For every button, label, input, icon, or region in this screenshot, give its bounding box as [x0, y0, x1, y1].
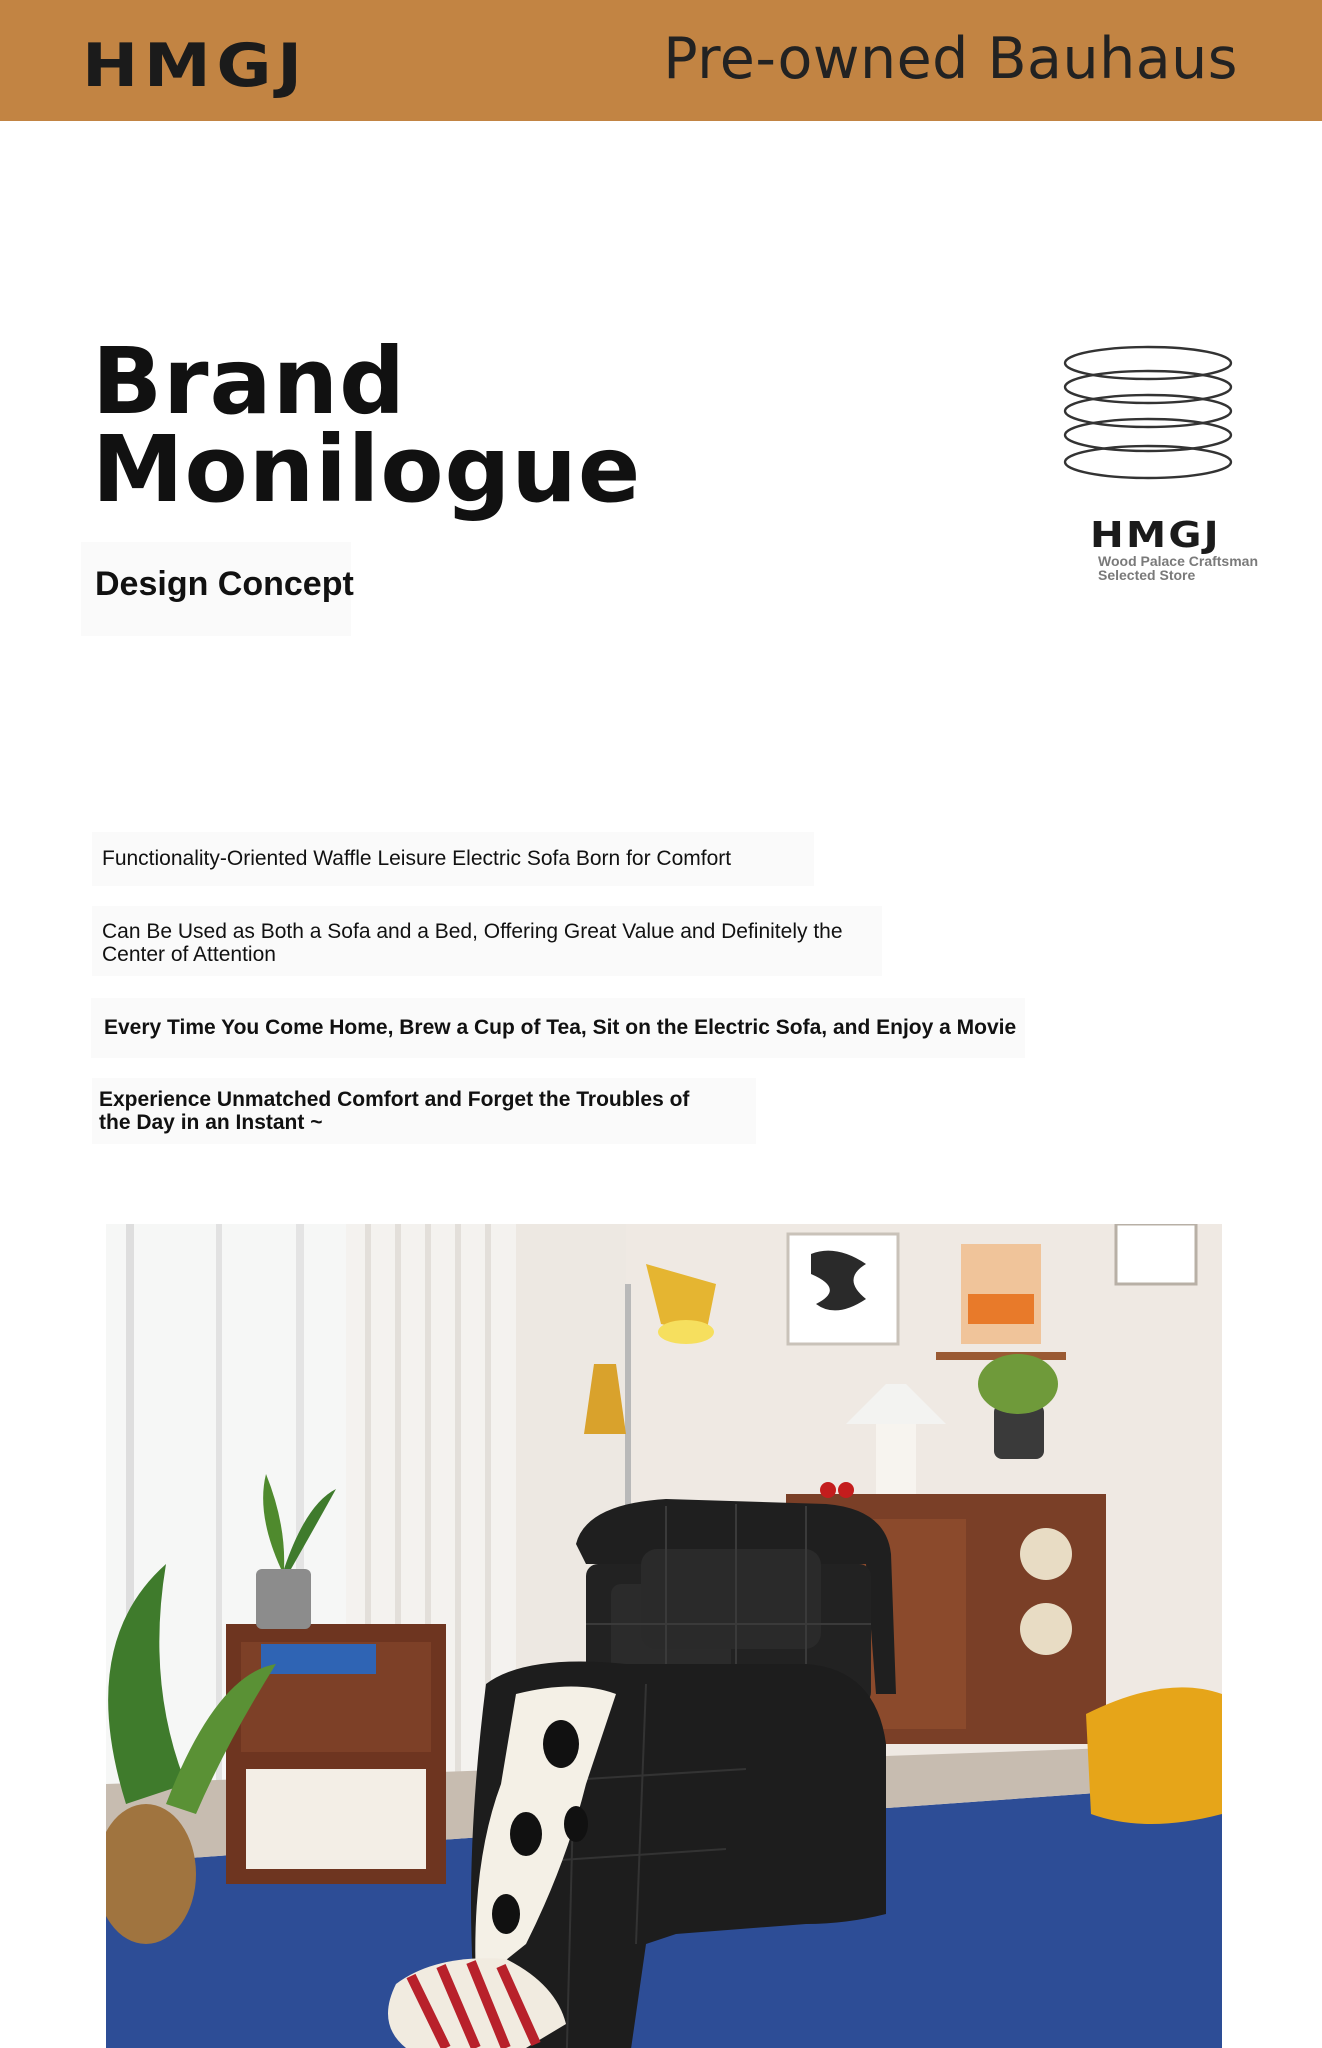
header-title: Pre-owned Bauhaus	[663, 26, 1238, 92]
coil-spring-icon	[1060, 340, 1236, 490]
feature-line-4a: Experience Unmatched Comfort and Forget the Troubles of	[99, 1088, 690, 1111]
feature-line-4b: the Day in an Instant ~	[99, 1111, 323, 1134]
brand-title-line1: Brand	[92, 328, 406, 435]
store-name-line2: Selected Store	[1098, 567, 1196, 583]
brand-logo: HMGJ	[82, 31, 308, 101]
design-concept-heading: Design Concept	[95, 565, 354, 603]
feature-line-1: Functionality-Oriented Waffle Leisure Electric Sofa Born for Comfort	[102, 847, 732, 870]
feature-line-2b: Center of Attention	[102, 943, 276, 966]
brand-title	[92, 328, 642, 523]
brand-title-line2: Monilogue	[92, 416, 642, 523]
feature-line-2a: Can Be Used as Both a Sofa and a Bed, Offering Great Value and Definitely the	[102, 920, 843, 943]
store-name-line1: Wood Palace Craftsman	[1098, 553, 1259, 569]
feature-line-3: Every Time You Come Home, Brew a Cup of Tea, Sit on the Electric Sofa, and Enjoy a Movie	[104, 1016, 1017, 1039]
store-logo: HMGJ	[1090, 515, 1221, 556]
product-photo	[106, 1224, 1222, 2048]
header-banner	[0, 0, 1322, 121]
